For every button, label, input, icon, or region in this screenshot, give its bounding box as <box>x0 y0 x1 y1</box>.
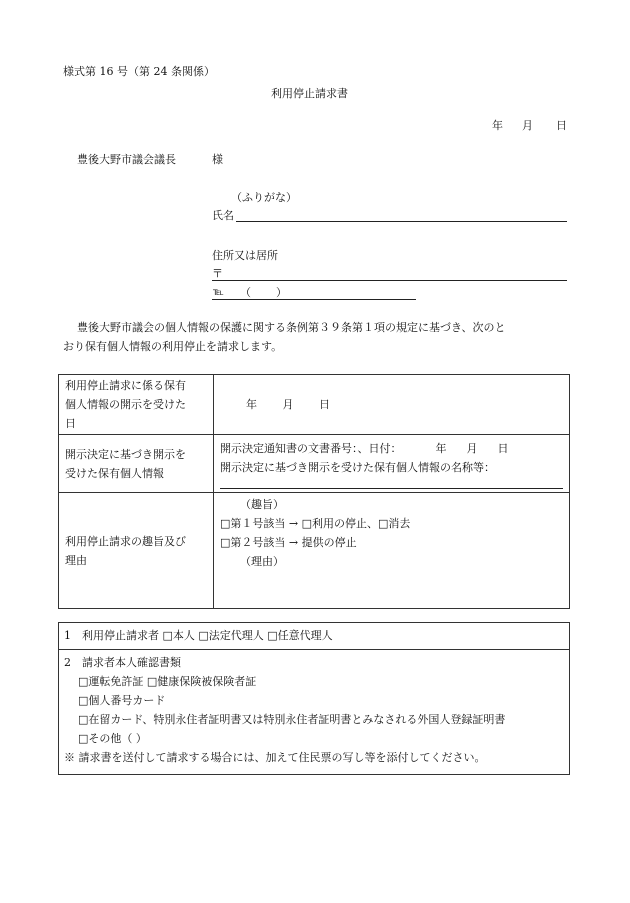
row2-value[interactable] <box>214 435 570 493</box>
addressee-suffix: 様 <box>212 153 223 166</box>
requester-type-row <box>59 623 569 650</box>
requester-info-box <box>58 622 570 775</box>
body-text-line1: 豊後大野市議会の個人情報の保護に関する条例第３９条第１項の規定に基づき、次のと <box>77 321 506 334</box>
tel-field[interactable] <box>212 299 416 300</box>
id-doc-item[interactable]: □その他（ ） <box>78 732 147 745</box>
addressee: 豊後大野市議会議長 <box>77 153 176 166</box>
postal-mark: 〒 <box>212 267 223 280</box>
name-label: 氏名 <box>212 209 234 222</box>
reason-heading: （理由） <box>240 555 284 568</box>
row1-day: 日 <box>319 397 330 411</box>
row3-label: 利用停止請求の趣旨及び 理由 <box>59 493 214 609</box>
request-table <box>58 374 570 609</box>
purpose-option-1[interactable]: □第１号該当 → □利用の停止、□消去 <box>220 517 411 530</box>
mailing-note: ※ 請求書を送付して請求する場合には、加えて住民票の写し等を添付してください。 <box>64 751 486 764</box>
address-field[interactable] <box>212 280 567 281</box>
row2-line1: 開示決定通知書の文書番号：、日付： 年 月 日 <box>220 442 509 455</box>
purpose-heading: （趣旨） <box>240 498 284 511</box>
row2-name-underline <box>220 488 563 489</box>
tel-paren-close: ） <box>276 286 287 299</box>
row3-value[interactable] <box>214 493 570 609</box>
row1-year: 年 <box>246 397 257 411</box>
tel-paren-open: （ <box>240 286 251 299</box>
purpose-option-2[interactable]: □第２号該当 → 提供の停止 <box>220 536 357 549</box>
row1-value[interactable] <box>214 375 570 435</box>
date-year: 年 <box>492 119 503 132</box>
document-title: 利用停止請求書 <box>271 87 348 100</box>
row2-line2: 開示決定に基づき開示を受けた保有個人情報の名称等： <box>220 461 495 474</box>
furigana-label: （ふりがな） <box>231 191 297 204</box>
tel-label: ℡ <box>213 287 224 298</box>
table-row-disclosure-date <box>59 375 570 435</box>
id-documents-row <box>59 650 569 774</box>
id-doc-item[interactable]: □運転免許証 □健康保険被保険者証 <box>78 675 257 688</box>
body-text-line2: おり保有個人情報の利用停止を請求します。 <box>63 340 283 353</box>
row1-label: 利用停止請求に係る保有 個人情報の開示を受けた 日 <box>59 375 214 435</box>
id-doc-item[interactable]: □在留カード、特別永住者証明書又は特別永住者証明書とみなされる外国人登録証明書 <box>78 713 506 726</box>
form-number: 様式第 16 号（第 24 条関係） <box>63 65 215 78</box>
id-docs-heading: 2 請求者本人確認書類 <box>64 656 181 669</box>
id-doc-item[interactable]: □個人番号カード <box>78 694 166 707</box>
date-day: 日 <box>556 119 567 132</box>
row1-month: 月 <box>282 397 294 411</box>
address-label: 住所又は居所 <box>212 249 278 262</box>
requester-type-line[interactable]: 1 利用停止請求者 □本人 □法定代理人 □任意代理人 <box>64 629 333 642</box>
table-row-disclosed-info <box>59 435 570 493</box>
name-field[interactable] <box>236 221 567 222</box>
date-month: 月 <box>522 119 533 132</box>
table-row-purpose-reason <box>59 493 570 609</box>
row2-label: 開示決定に基づき開示を 受けた保有個人情報 <box>59 435 214 493</box>
